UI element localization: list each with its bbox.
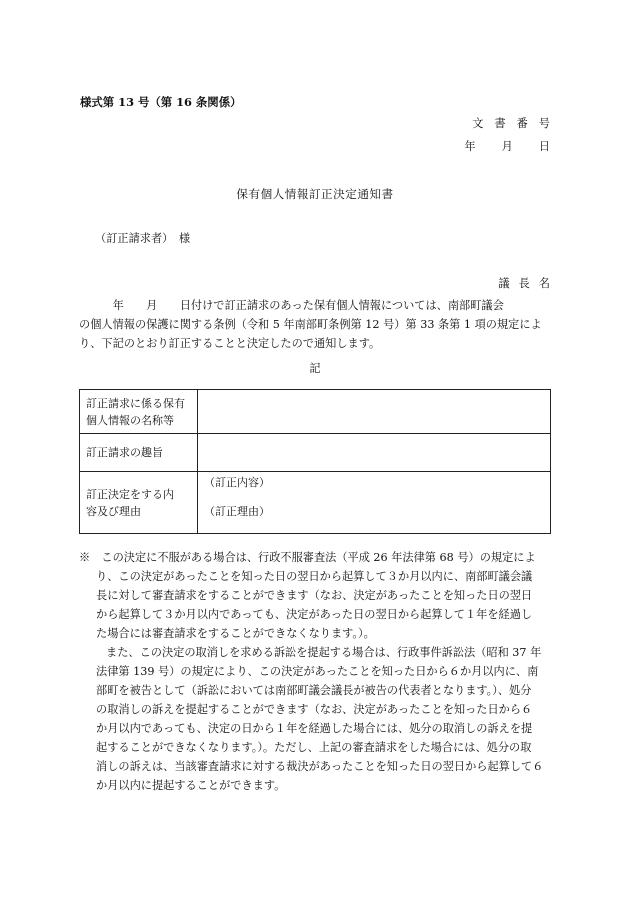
addressee: （訂正請求者） 様	[95, 232, 191, 245]
note-line: 部町を被告として（訴訟においては南部町議会議長が被告の代表者となります。）、処分	[96, 684, 532, 697]
row-value	[198, 472, 551, 534]
note-line: か月以内に提起することができます。	[96, 779, 286, 792]
table-row	[80, 472, 551, 534]
issue-date	[464, 141, 550, 152]
ki-heading: 記	[309, 362, 321, 375]
date-year: 年	[464, 140, 476, 153]
table-row	[80, 434, 551, 472]
note-line: ※ この決定に不服がある場合は、行政不服審査法（平成 26 年法律第 68 号）の規定によ	[79, 551, 536, 564]
body-line: 年 月 日付けで訂正請求のあった保有個人情報については、南部町議会	[79, 299, 504, 312]
note-line: 消しの訴えは、当該審査請求に対する裁決があったことを知った日の翌日から起算して６	[96, 760, 544, 773]
note-line: また、この決定の取消しを求める訴訟を提起する場合は、行政事件訴訟法（昭和 37 年	[106, 646, 542, 659]
date-month: 月	[501, 140, 513, 153]
sender-name: 議長名	[498, 277, 559, 290]
note-line: 長に対して審査請求をすることができます（なお、決定があったことを知った日の翌日	[96, 589, 533, 602]
document-title: 保有個人情報訂正決定通知書	[236, 187, 394, 201]
body-line: の個人情報の保護に関する条例（令和 5 年南部町条例第 12 号）第 33 条第 1 項の規定によ	[79, 318, 542, 331]
note-line: から起算して３か月以内であっても、決定があった日の翌日から起算して１年を経過し	[96, 608, 533, 621]
table-row	[80, 390, 551, 434]
appeal-notes	[79, 548, 554, 795]
row-label: 訂正請求に係る保有 個人情報の名称等	[80, 390, 198, 434]
note-line: の取消しの訴えを提起することができます（なお、決定があったことを知った日から６	[96, 703, 533, 716]
note-line: か月以内であっても、決定の日から１年を経過した場合には、処分の取消しの訴えを提	[96, 722, 533, 735]
correction-table	[79, 389, 551, 534]
notice-body	[79, 296, 551, 353]
note-line: 起することができなくなります。）。ただし、上記の審査請求をした場合には、処分の取	[96, 741, 532, 754]
correction-content-label: （訂正内容）	[204, 476, 270, 489]
note-line: 法律第 139 号）の規定により、この決定があったことを知った日から６か月以内に、南	[96, 665, 539, 678]
correction-reason-label: （訂正理由）	[204, 505, 270, 518]
form-id: 様式第 13 号（第 16 条関係）	[80, 95, 242, 109]
row-value	[198, 434, 551, 472]
row-value	[198, 390, 551, 434]
note-line: た場合には審査請求をすることができなくなります。）。	[96, 627, 375, 640]
document-number: 文書番号	[472, 117, 561, 130]
row-label: 訂正決定をする内 容及び理由	[80, 472, 198, 534]
row-label: 訂正請求の趣旨	[80, 434, 198, 472]
date-day: 日	[538, 140, 550, 153]
body-line: り、下記のとおり訂正することと決定したので通知します。	[79, 337, 381, 350]
note-line: り、この決定があったことを知った日の翌日から起算して３か月以内に、南部町議会議	[96, 570, 533, 583]
